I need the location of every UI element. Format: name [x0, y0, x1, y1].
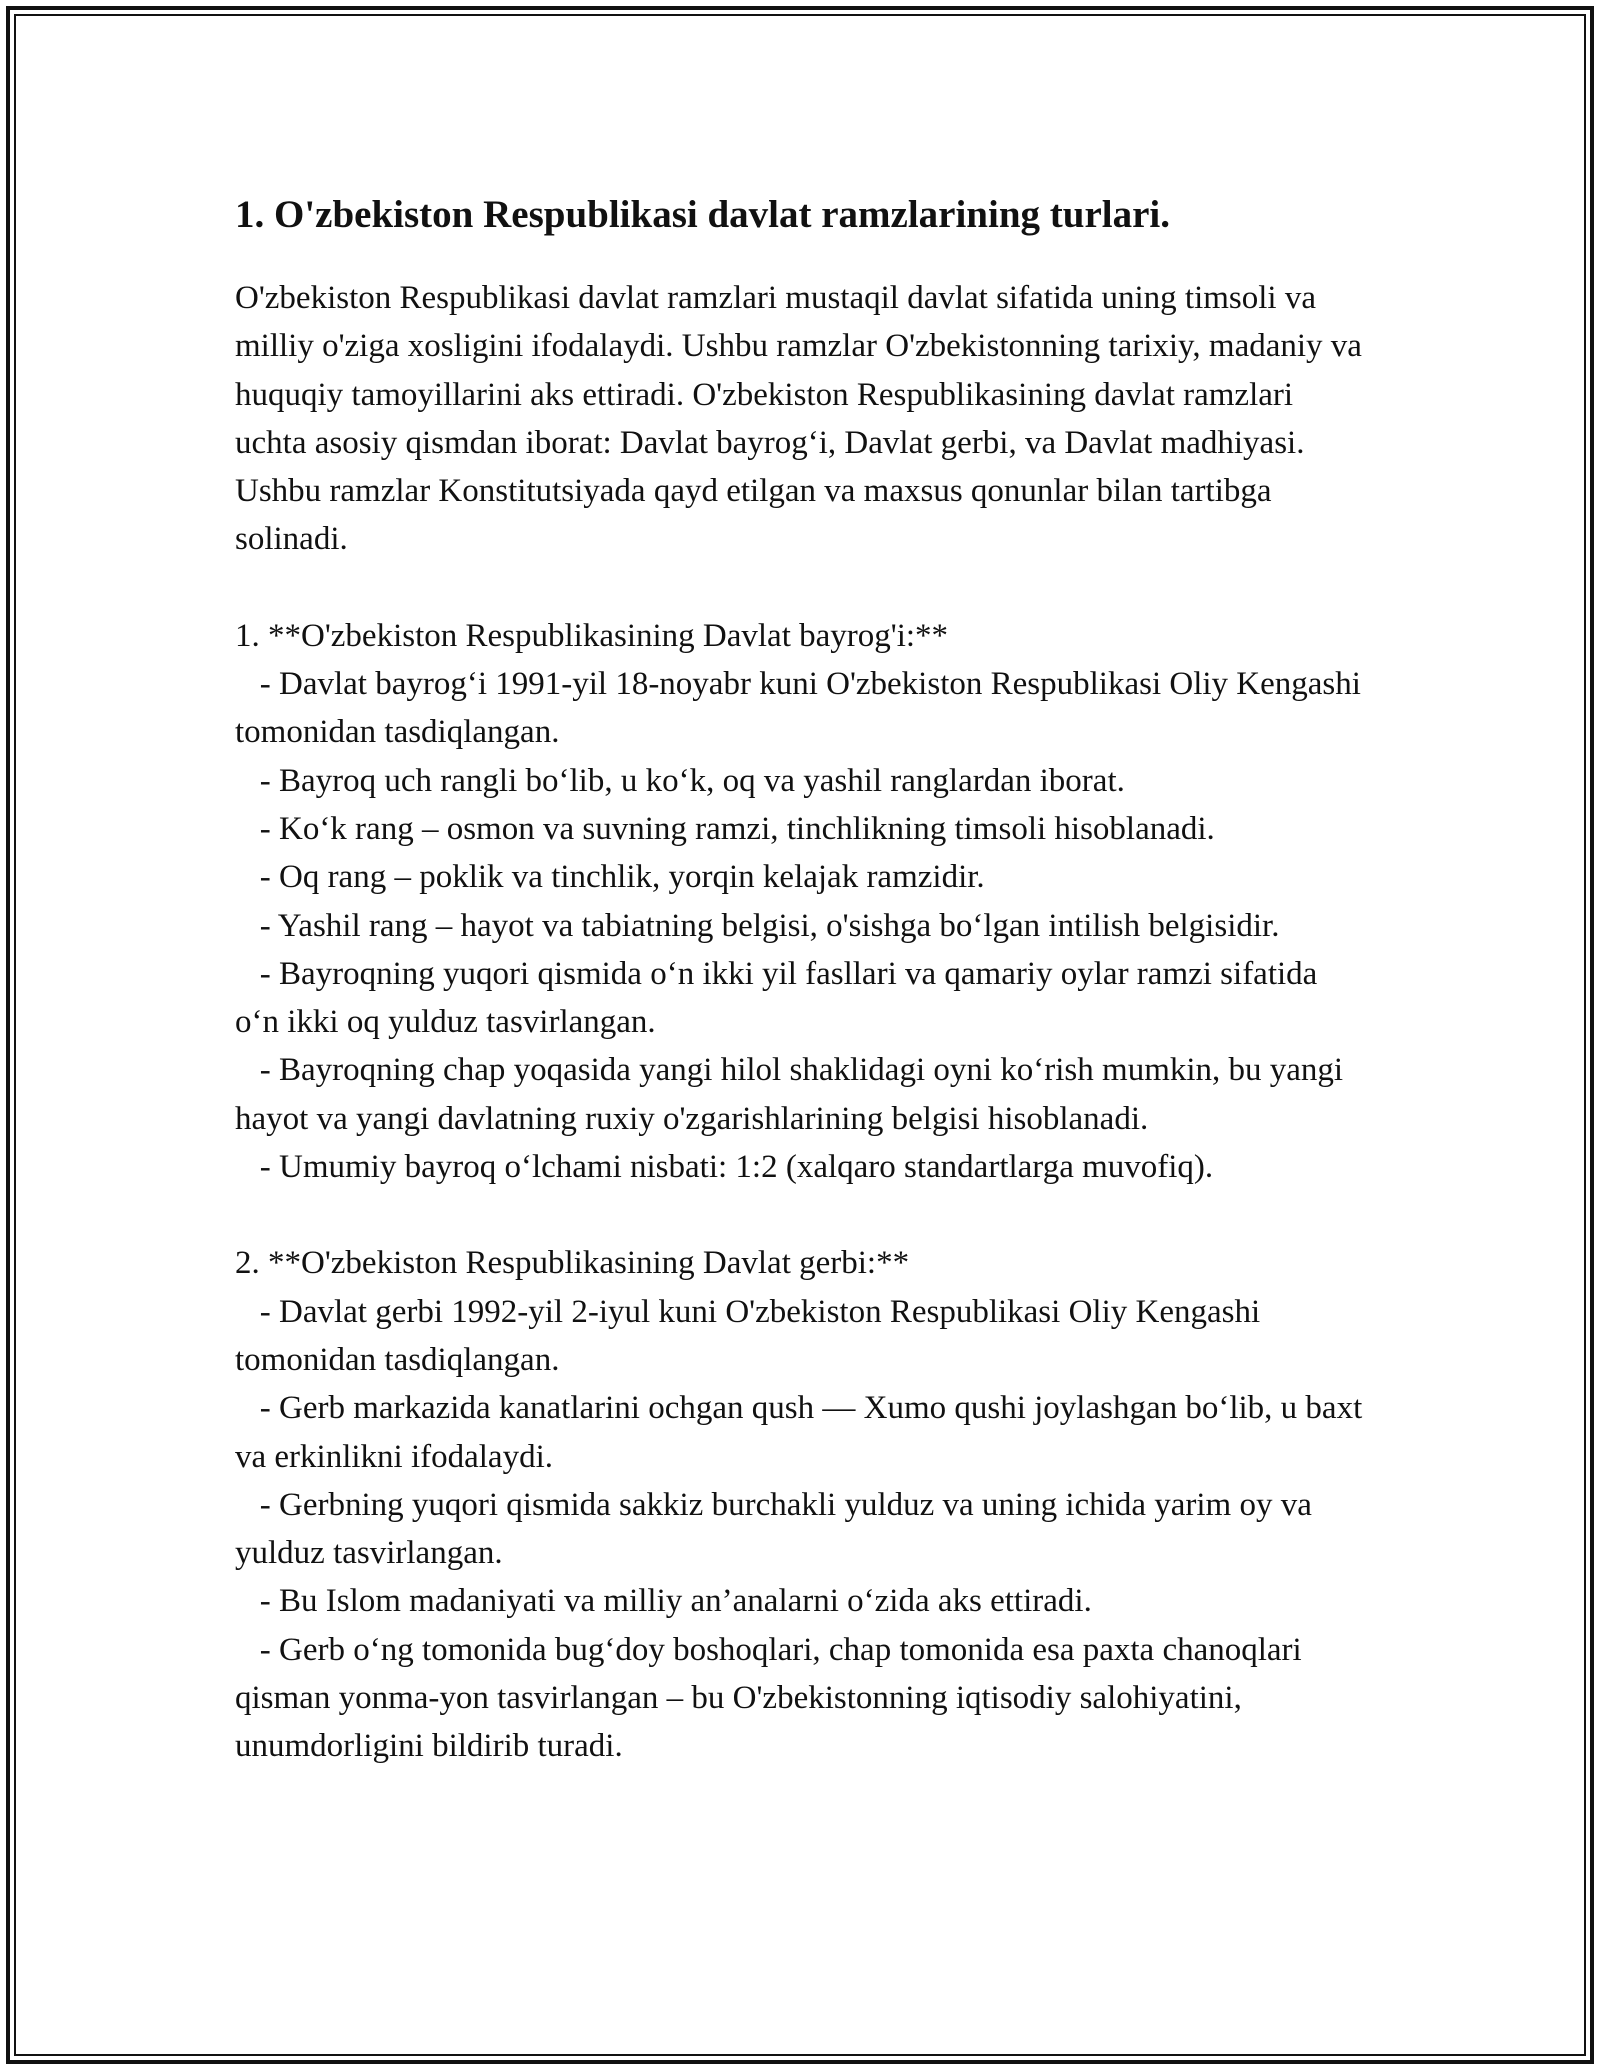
section-heading: 1. **O'zbekiston Respublikasining Davlat bayrog'i:** [235, 617, 949, 654]
list-item: - Gerb o‘ng tomonida bug‘doy boshoqlari, chap tomonida esa paxta chanoqlari qisman yonma-yon tasvirlangan – bu O'zbekistonning iqtisodiy salohiyatini, unumdorligini bildirib turadi. [235, 1631, 1310, 1765]
document-title: 1. O'zbekiston Respublikasi davlat ramzlarining turlari. [235, 193, 1170, 236]
section-flag [235, 612, 1370, 1192]
list-item: - Oq rang – poklik va tinchlik, yorqin kelajak ramzidir. [235, 859, 985, 896]
document-body [235, 186, 1371, 1771]
list-item: - Davlat gerbi 1992-yil 2-iyul kuni O'zbekiston Respublikasi Oliy Kengashi tomonidan tasdiqlangan. [235, 1293, 1269, 1378]
section-heading: 2. **O'zbekiston Respublikasining Davlat gerbi:** [235, 1245, 910, 1282]
list-item: - Umumiy bayroq o‘lchami nisbati: 1:2 (xalqaro standartlarga muvofiq). [235, 1149, 1214, 1186]
list-item: - Ko‘k rang – osmon va suvning ramzi, tinchlikning timsoli hisoblanadi. [235, 810, 1215, 847]
section-emblem [235, 1239, 1371, 1770]
list-item: - Davlat bayrog‘i 1991-yil 18-noyabr kuni O'zbekiston Respublikasi Oliy Kengashi tomonidan tasdiqlangan. [235, 666, 1370, 751]
list-item: - Gerb markazida kanatlarini ochgan qush — Xumo qushi joylashgan bo‘lib, u baxt va erkinlikni ifodalaydi. [235, 1390, 1371, 1475]
list-item: - Bayroqning chap yoqasida yangi hilol shaklidagi oyni ko‘rish mumkin, bu yangi hayot va yangi davlatning ruxiy o'zgarishlarining belgisi hisoblanadi. [235, 1052, 1352, 1137]
intro-paragraph: O'zbekiston Respublikasi davlat ramzlari mustaqil davlat sifatida uning timsoli va milliy o'ziga xosligini ifodalaydi. Ushbu ramzlar O'zbekistonning tarixiy, madaniy va huquqiy tamoyillarini aks ettiradi. O'zbekiston Respublikasining davlat ramzlari uchta asosiy qismdan iborat: Davlat bayrog‘i, Davlat gerbi, va Davlat madhiyasi. Ushbu ramzlar Konstitutsiyada qayd etilgan va maxsus qonunlar bilan tartibga solinadi. [235, 280, 1362, 558]
list-item: - Bu Islom madaniyati va milliy an’analarni o‘zida aks ettiradi. [235, 1583, 1092, 1620]
list-item: - Bayroq uch rangli bo‘lib, u ko‘k, oq va yashil ranglardan iborat. [235, 762, 1125, 799]
section-spacer [235, 1191, 1365, 1239]
list-item: - Gerbning yuqori qismida sakkiz burchakli yulduz va uning ichida yarim oy va yulduz tasvirlangan. [235, 1486, 1321, 1572]
list-item: - Yashil rang – hayot va tabiatning belgisi, o'sishga bo‘lgan intilish belgisidir. [235, 907, 1280, 944]
list-item: - Bayroqning yuqori qismida o‘n ikki yil fasllari va qamariy oylar ramzi sifatida o‘n ikki oq yulduz tasvirlangan. [235, 955, 1326, 1041]
